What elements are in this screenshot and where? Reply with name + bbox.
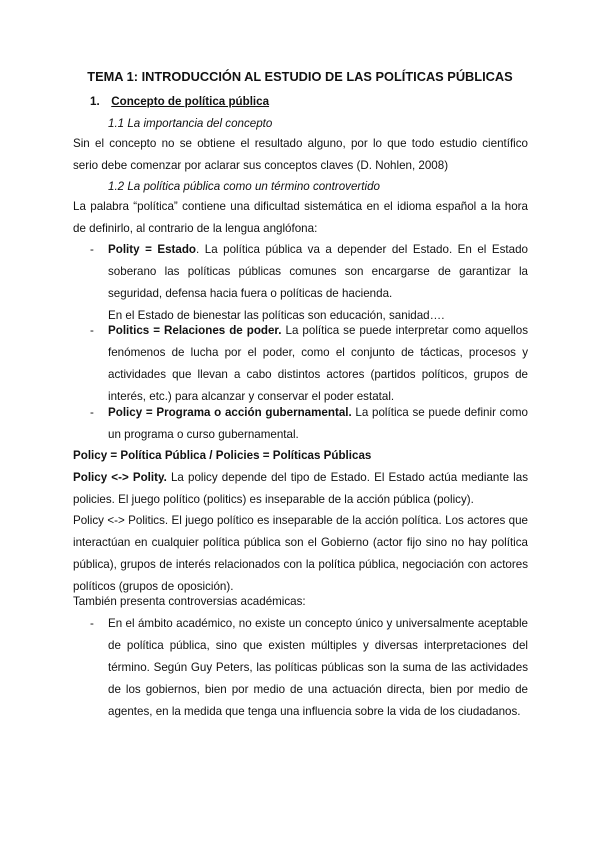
subheading-1-2: 1.2 La política pública como un término controvertido <box>108 180 380 193</box>
section-number: 1. <box>90 95 100 108</box>
bullet-dash: - <box>90 324 94 337</box>
bullet-text: La política se puede definir como un programa o curso gubernamental. <box>108 406 528 441</box>
section-title: Concepto de política pública <box>111 95 270 108</box>
bullet-extra: En el Estado de bienestar las políticas son educación, sanidad…. <box>108 309 445 322</box>
bullet-politics <box>90 320 528 408</box>
paragraph-policy-politics: Policy <-> Politics. El juego político es inseparable de la acción política. Los actores que interactúan en cualquier política pública son el Gobierno (actor fijo sino no hay política pública), grupos de interés relacionados con la política pública, negociación con actores políticos (grupos de oposición). <box>73 514 528 593</box>
paragraph-importance: Sin el concepto no se obtiene el resultado alguno, por lo que todo estudio científico serio debe comenzar por aclarar sus conceptos claves (D. Nohlen, 2008) <box>73 137 528 172</box>
paragraph-controversies: También presenta controversias académicas: <box>73 595 306 608</box>
bullet-lead: Politics = Relaciones de poder. <box>108 324 282 337</box>
bullet-dash: - <box>90 406 94 419</box>
paragraph-lead: Policy <-> Polity. <box>73 471 167 484</box>
bullet-text: . La política pública va a depender del Estado. En el Estado soberano las políticas públicas comunes son encargarse de garantizar la seguridad, defensa hacia fuera o políticas de hacienda. <box>108 243 528 300</box>
bullet-body <box>108 402 528 446</box>
bullet-dash: - <box>90 617 94 630</box>
bullet-lead: Polity = Estado <box>108 243 197 256</box>
bullet-body <box>108 239 528 327</box>
section-heading <box>90 92 269 112</box>
bullet-dash: - <box>90 243 94 256</box>
paragraph-policy-polity <box>73 467 528 511</box>
paragraph-politica-word: La palabra “política” contiene una dificultad sistemática en el idioma español a la hora de definirlo, al contrario de la lengua anglófona: <box>73 200 528 235</box>
bullet-policy <box>90 402 528 446</box>
bullet-body: En el ámbito académico, no existe un concepto único y universalmente aceptable de política pública, sino que existen múltiples y diversas interpretaciones del término. Según Guy Peters, las políticas públicas son la suma de las actividades de los gobiernos, bien por medio de una actuación directa, bien por medio de agentes, en la medida que tenga una influencia sobre la vida de los ciudadanos. <box>108 617 528 718</box>
bullet-polity <box>90 239 528 327</box>
subheading-1-1: 1.1 La importancia del concepto <box>108 117 273 130</box>
paragraph-text: La policy depende del tipo de Estado. El Estado actúa mediante las policies. El juego político (politics) es inseparable de la acción pública (policy). <box>73 471 528 506</box>
bullet-lead: Policy = Programa o acción gubernamental. <box>108 406 352 419</box>
bullet-body <box>108 320 528 408</box>
policy-definition-line: Policy = Política Pública / Policies = Políticas Públicas <box>73 449 372 462</box>
bullet-academic <box>90 613 528 723</box>
bullet-text: La política se puede interpretar como aquellos fenómenos de lucha por el poder, como el conjunto de tácticas, procesos y actividades que llevan a cabo distintos actores (partidos políticos, grupos de interés, etc.) para alcanzar y conservar el poder estatal. <box>108 324 528 403</box>
document-title: TEMA 1: INTRODUCCIÓN AL ESTUDIO DE LAS POLÍTICAS PÚBLICAS <box>87 69 513 84</box>
